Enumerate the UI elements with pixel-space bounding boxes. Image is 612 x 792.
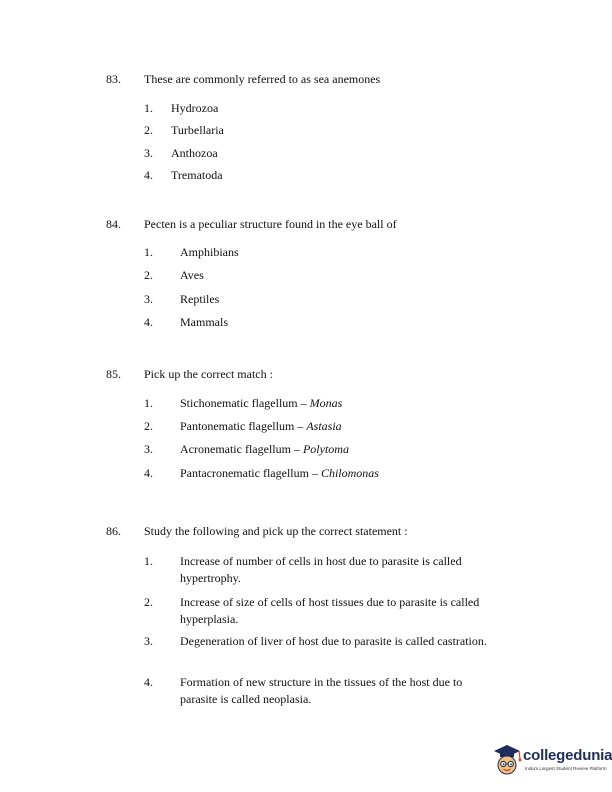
option-text: Aves (180, 268, 204, 282)
option-text: Degeneration of liver of host due to parasite is called castration. (180, 634, 487, 648)
option-number: 4. (144, 315, 153, 329)
question-text: These are commonly referred to as sea anemones (144, 72, 381, 86)
question-text: Study the following and pick up the correct statement : (144, 524, 408, 538)
option-text: Anthozoa (171, 146, 218, 160)
option-text: Hydrozoa (171, 101, 219, 115)
option-text: Trematoda (171, 168, 223, 182)
question-text: Pick up the correct match : (144, 367, 273, 381)
option-number: 2. (144, 123, 153, 137)
question-text: Pecten is a peculiar structure found in the eye ball of (144, 217, 397, 231)
option-number: 1. (144, 554, 153, 568)
option-text: Turbellaria (171, 123, 224, 137)
option-text (180, 395, 342, 412)
option-number: 3. (144, 292, 153, 306)
option-number: 4. (144, 466, 153, 480)
option-text-main: Pantonematic flagellum – (180, 419, 307, 433)
question-number: 84. (106, 217, 121, 231)
option-number: 2. (144, 268, 153, 282)
option-number: 3. (144, 634, 153, 648)
option-number: 3. (144, 442, 153, 456)
option-text: Increase of size of cells of host tissues due to parasite is called hyperplasia. (180, 595, 480, 626)
option-text (180, 465, 379, 482)
option-number: 4. (144, 168, 153, 182)
option-text (180, 441, 349, 458)
option-text-genus: Astasia (306, 419, 342, 433)
option-text: Mammals (180, 315, 228, 329)
option-text-genus: Polytoma (302, 442, 349, 456)
option-number: 4. (144, 675, 153, 689)
option-number: 1. (144, 396, 153, 410)
option-number: 2. (144, 595, 153, 609)
option-text: Amphibians (180, 245, 239, 259)
logo-wordmark: collegedunia (523, 747, 612, 764)
question-number: 86. (106, 524, 121, 538)
option-text-genus: Monas (309, 396, 343, 410)
option-text-main: Stichonematic flagellum – (180, 396, 310, 410)
option-text: Increase of number of cells in host due to parasite is called hypertrophy. (180, 554, 462, 585)
option-number: 3. (144, 146, 153, 160)
option-text: Reptiles (180, 292, 220, 306)
option-text (180, 418, 342, 435)
option-text-main: Acronematic flagellum – (180, 442, 303, 456)
student-mascot-icon (490, 742, 524, 778)
option-text: Formation of new structure in the tissues of the host due to parasite is called neoplasia. (180, 675, 463, 706)
question-number: 83. (106, 72, 121, 86)
option-number: 1. (144, 101, 153, 115)
option-number: 2. (144, 419, 153, 433)
logo-tagline: India's Largest Student Review Platform (525, 766, 607, 771)
option-text-main: Pantacronematic flagellum – (180, 466, 321, 480)
question-number: 85. (106, 367, 121, 381)
collegedunia-logo[interactable] (490, 742, 612, 778)
option-text-genus: Chilomonas (320, 466, 379, 480)
option-number: 1. (144, 245, 153, 259)
